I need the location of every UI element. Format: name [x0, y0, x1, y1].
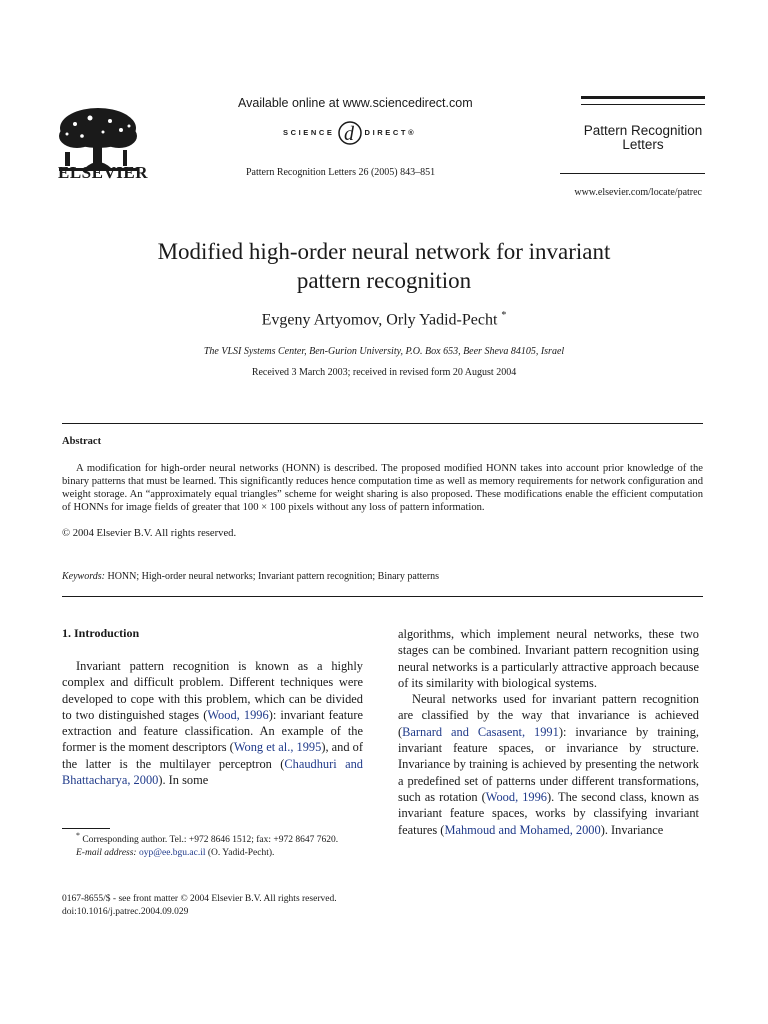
intro-paragraph-1 [62, 658, 363, 788]
text-run: ), and of the latter is the multilayer perceptron ( [62, 740, 363, 771]
journal-name-line2: Letters [622, 137, 664, 152]
registered-mark: ® [408, 127, 414, 137]
footnote-text: Corresponding author. Tel.: +972 8646 1512; fax: +972 8647 7620. [82, 835, 339, 846]
footnote [62, 830, 363, 859]
sciencedirect-word-right: DIRECT [364, 127, 409, 137]
citation-link[interactable]: Barnard and Casasent, 1991 [402, 724, 559, 739]
citation-link[interactable]: Mahmoud and Mohamed, 2000 [444, 822, 601, 837]
text-run: ). Invariance [600, 822, 664, 837]
text-run: ): invariance by training, invariant feature spaces, or invariance by structure. Invariance by training is achieved by presenting the network a predefined set of patterns under different transformations, such as rotation ( [398, 724, 699, 804]
abstract-heading: Abstract [62, 436, 102, 447]
footnote-rule [62, 828, 110, 829]
email-link[interactable]: oyp@ee.bgu.ac.il [138, 847, 206, 858]
corresponding-author-mark[interactable]: * [501, 310, 507, 321]
title-line-2: pattern recognition [296, 268, 472, 293]
text-run: ). The second class, known as invariant feature spaces, works by classifying invariant features ( [398, 789, 700, 837]
citation-link[interactable]: Wong et al., 1995 [233, 740, 322, 755]
text-run: Neural networks used for invariant pattern recognition are classified by the way that invariance is achieved ( [398, 692, 699, 739]
footer-front-matter: 0167-8655/$ - see front matter © 2004 Elsevier B.V. All rights reserved. [62, 894, 337, 904]
sciencedirect-d-icon [335, 118, 365, 146]
journal-url-link[interactable]: www.elsevier.com/locate/patrec [574, 187, 702, 198]
page-footer [62, 893, 337, 918]
keywords-label: Keywords: [62, 571, 105, 582]
left-column [62, 658, 363, 788]
header-rule-bottom [560, 173, 705, 174]
journal-name-line1: Pattern Recognition [583, 123, 703, 138]
email-suffix: (O. Yadid-Pecht). [205, 847, 275, 858]
affiliation: The VLSI Systems Center, Ben-Gurion University, P.O. Box 653, Beer Sheva 84105, Israel [203, 346, 565, 357]
footer-doi[interactable]: doi:10.1016/j.patrec.2004.09.029 [62, 906, 189, 917]
email-label: E-mail address: [76, 847, 137, 858]
abstract-bottom-rule [62, 596, 703, 597]
footnote-mark: * [76, 831, 80, 840]
footnote-email [62, 847, 363, 860]
available-online-text: Available online at www.sciencedirect.com [238, 96, 473, 110]
right-column [398, 626, 699, 838]
intro-paragraph-1-cont: algorithms, which implement neural networks, these two stages can be combined. Invariant pattern recognition using neural networks is a particularly attractive approach because of its similarity with biological systems. [398, 627, 699, 690]
text-run: ). In some [158, 773, 209, 788]
header-rule-thin [581, 104, 705, 105]
intro-paragraph-2 [398, 691, 699, 838]
citation-link[interactable]: Wood, 1996 [207, 707, 269, 722]
sciencedirect-logo [283, 118, 414, 146]
authors [80, 310, 688, 329]
header-rule-thick [581, 96, 705, 99]
keywords [62, 571, 439, 582]
text-run: ): invariant feature extraction and feature classification. An example of the former is the moment descriptors ( [62, 707, 363, 755]
citation-link[interactable]: Wood, 1996 [485, 789, 547, 804]
journal-reference: Pattern Recognition Letters 26 (2005) 843–851 [246, 167, 436, 178]
svg-text:d: d [343, 123, 354, 145]
citation-link[interactable]: Chaudhuri and Bhattacharya, 2000 [62, 756, 363, 788]
title-line-1: Modified high-order neural network for invariant [157, 239, 611, 264]
sciencedirect-word-left: SCIENCE [283, 127, 335, 137]
paper-title [80, 237, 688, 295]
publisher-name: ELSEVIER [58, 163, 148, 182]
footnote-corresponding [62, 830, 363, 847]
received-dates: Received 3 March 2003; received in revised form 20 August 2004 [251, 367, 517, 378]
keywords-list: HONN; High-order neural networks; Invariant pattern recognition; Binary patterns [104, 571, 440, 582]
author-names: Evgeny Artyomov, Orly Yadid-Pecht [261, 311, 498, 329]
abstract-copyright: © 2004 Elsevier B.V. All rights reserved. [62, 528, 237, 539]
section-heading-introduction: 1. Introduction [62, 626, 140, 640]
abstract-body [62, 462, 703, 514]
journal-name [579, 124, 707, 152]
text-run: Invariant pattern recognition is known as a highly complex and difficult problem. Different techniques were developed to cope with this problem, which can be divided to two distinguished stages ( [62, 659, 363, 722]
abstract-text: A modification for high-order neural networks (HONN) is described. The proposed modified HONN takes into account prior knowledge of the binary patterns that must be learned. This significantly reduces hence computation time as well as memory requirements for network configuration and weight storage. An “approximately equal triangles” scheme for weight sharing is also proposed. These modifications enable the efficient computation of HONNs for image fields of greater that 100 × 100 pixels without any loss of pattern information. [62, 463, 703, 514]
abstract-top-rule [62, 423, 703, 424]
